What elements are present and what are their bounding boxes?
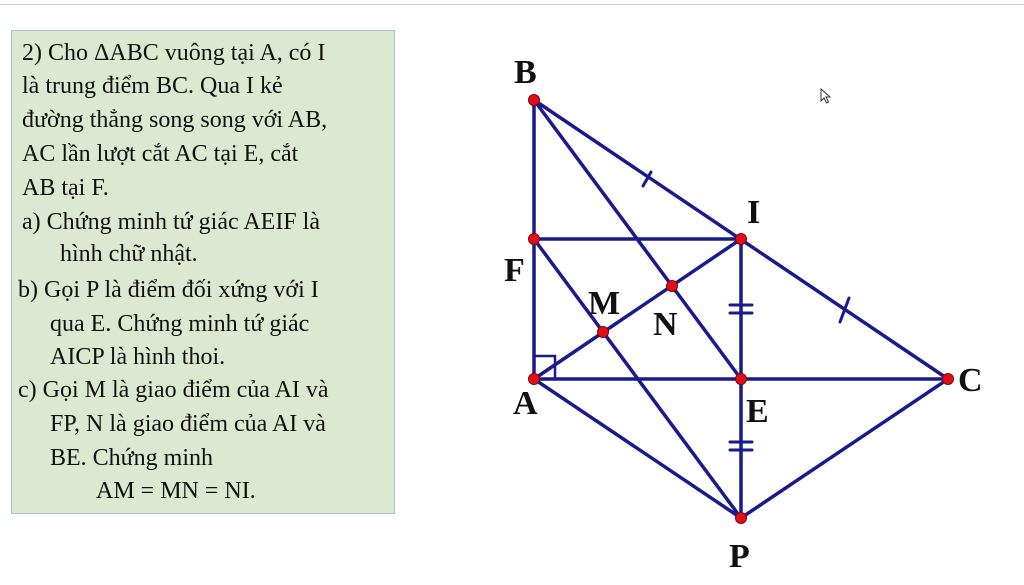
label-F: F <box>504 252 525 289</box>
label-B: B <box>514 54 537 91</box>
point-M <box>598 327 609 338</box>
point-B <box>529 95 540 106</box>
problem-line-3: đường thẳng song song với AB, <box>22 107 328 133</box>
point-F <box>529 234 540 245</box>
problem-line-2: là trung điểm BC. Qua I kẻ <box>22 73 283 99</box>
problem-line-7: hình chữ nhật. <box>60 241 198 267</box>
label-M: M <box>588 285 621 322</box>
label-P: P <box>729 538 750 575</box>
problem-line-12: FP, N là giao điểm của AI và <box>50 411 326 437</box>
point-I <box>736 234 747 245</box>
problem-line-8: b) Gọi P là điểm đối xứng với I <box>18 277 319 303</box>
segment-CP <box>741 379 948 518</box>
point-C <box>943 374 954 385</box>
point-A <box>529 374 540 385</box>
problem-line-13: BE. Chứng minh <box>50 445 214 471</box>
problem-line-14: AM = MN = NI. <box>96 478 256 504</box>
label-A: A <box>513 385 538 422</box>
problem-line-9: qua E. Chứng minh tứ giác <box>50 311 310 337</box>
label-C: C <box>958 362 983 399</box>
point-N <box>667 281 678 292</box>
label-E: E <box>746 393 769 430</box>
problem-line-6: a) Chứng minh tứ giác AEIF là <box>22 209 320 235</box>
problem-line-1: 2) Cho ΔABC vuông tại A, có I <box>22 40 326 66</box>
point-E <box>736 374 747 385</box>
mouse-pointer-icon <box>820 88 834 106</box>
problem-line-5: AB tại F. <box>22 175 109 201</box>
segment-AP <box>534 379 741 518</box>
point-P <box>736 513 747 524</box>
problem-line-11: c) Gọi M là giao điểm của AI và <box>18 377 329 403</box>
label-N: N <box>653 306 678 343</box>
label-I: I <box>747 194 761 231</box>
problem-line-10: AICP là hình thoi. <box>50 344 226 370</box>
problem-line-4: AC lần lượt cắt AC tại E, cắt <box>22 141 299 167</box>
segment-AI <box>534 239 741 379</box>
